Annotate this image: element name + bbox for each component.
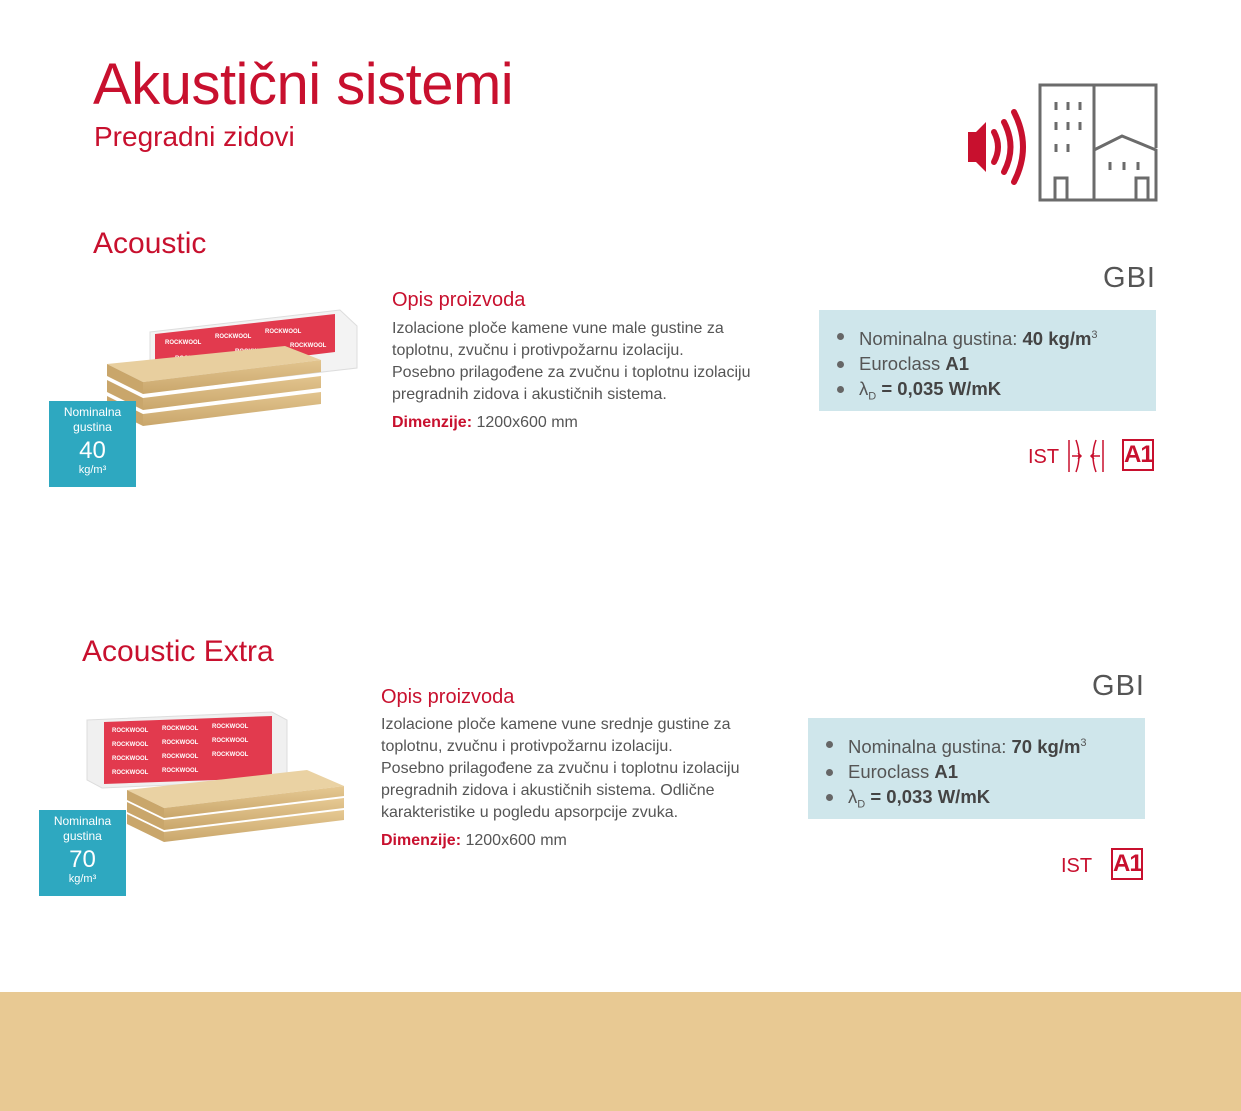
euroclass-a1-icon: A1 [1111,848,1143,880]
spec-lambda: $\lambda_D = 0,035$ W/mK [819,376,1156,410]
badge-value: 40 [79,437,106,464]
ist-cert-label: IST [1061,855,1093,877]
svg-text:ROCKWOOL: ROCKWOOL [215,334,252,340]
badge-label-line2: gustina [63,829,102,843]
flexible-slab-icon [1068,439,1104,473]
spec-box [808,718,1145,819]
description-line: toplotnu, zvučnu i protivpožarnu izolaciju. [381,738,673,755]
spec-density: Nominalna gustina: 40 $kg/m^3$ [819,323,1156,351]
svg-text:ROCKWOOL: ROCKWOOL [112,742,149,748]
badge-unit: kg/m³ [78,464,107,476]
svg-text:ROCKWOOL: ROCKWOOL [212,738,249,744]
description-line: toplotnu, zvučnu i protivpožarnu izolaciju. [392,342,684,359]
hero-illustration [962,80,1162,205]
svg-text:ROCKWOOL: ROCKWOOL [112,756,149,762]
description-heading: Opis proizvoda [392,289,526,311]
description-line: Posebno prilagođene za zvučnu i toplotnu izolaciju [392,364,751,381]
svg-text:ROCKWOOL: ROCKWOOL [162,754,199,760]
badge-label-line2: gustina [73,420,112,434]
buildings-icon [1040,85,1156,200]
ist-cert-label: IST [1028,446,1060,468]
svg-text:ROCKWOOL: ROCKWOOL [265,329,302,335]
gbi-label: GBI [1092,670,1145,702]
dimensions [392,412,792,434]
badge-label-line1: Nominalna [63,405,122,419]
footer-band [0,992,1241,1111]
dimensions-label: Dimenzije: [392,414,473,431]
spec-lambda: $\lambda_D = 0,033$ W/mK [808,784,1145,818]
description-line: karakteristike u pogledu apsorpcije zvuka. [381,804,679,821]
svg-text:ROCKWOOL: ROCKWOOL [112,770,149,776]
badge-unit: kg/m³ [68,873,97,885]
page-subtitle: Pregradni zidovi [94,121,295,152]
svg-text:ROCKWOOL: ROCKWOOL [162,740,199,746]
dimensions [381,830,781,852]
svg-text:ROCKWOOL: ROCKWOOL [212,752,249,758]
product-description [392,288,792,434]
svg-text:ROCKWOOL: ROCKWOOL [212,724,249,730]
dimensions-label: Dimenzije: [381,832,462,849]
density-badge [39,810,126,896]
spec-density: Nominalna gustina: 70 $kg/m^3$ [808,731,1145,759]
description-line: Izolacione ploče kamene vune male gustine za [392,320,724,337]
spec-euroclass: Euroclass A1 [808,759,1145,784]
badge-value: 70 [69,846,96,873]
description-heading: Opis proizvoda [381,686,515,708]
badge-label-line1: Nominalna [53,814,112,828]
description-line: pregradnih zidova i akustičnih sistema. [392,386,667,403]
svg-text:ROCKWOOL: ROCKWOOL [165,340,202,346]
product-name: Acoustic Extra [82,635,274,668]
gbi-label: GBI [1103,262,1156,294]
page-title: Akustični sistemi [93,52,514,117]
euroclass-a1-icon: A1 [1122,439,1154,471]
dimensions-value: 1200x600 mm [476,414,578,431]
svg-text:ROCKWOOL: ROCKWOOL [112,728,149,734]
product-name: Acoustic [93,227,207,260]
product-description [381,685,781,852]
description-line: Posebno prilagođene za zvučnu i toplotnu izolaciju [381,760,740,777]
svg-text:ROCKWOOL: ROCKWOOL [162,726,199,732]
speaker-icon [968,112,1023,182]
dimensions-value: 1200x600 mm [465,832,567,849]
spec-box [819,310,1156,411]
spec-euroclass: Euroclass A1 [819,351,1156,376]
density-badge [49,401,136,487]
svg-text:ROCKWOOL: ROCKWOOL [290,343,327,349]
svg-text:ROCKWOOL: ROCKWOOL [162,768,199,774]
description-line: Izolacione ploče kamene vune srednje gustine za [381,716,731,733]
description-line: pregradnih zidova i akustičnih sistema. Odlične [381,782,715,799]
